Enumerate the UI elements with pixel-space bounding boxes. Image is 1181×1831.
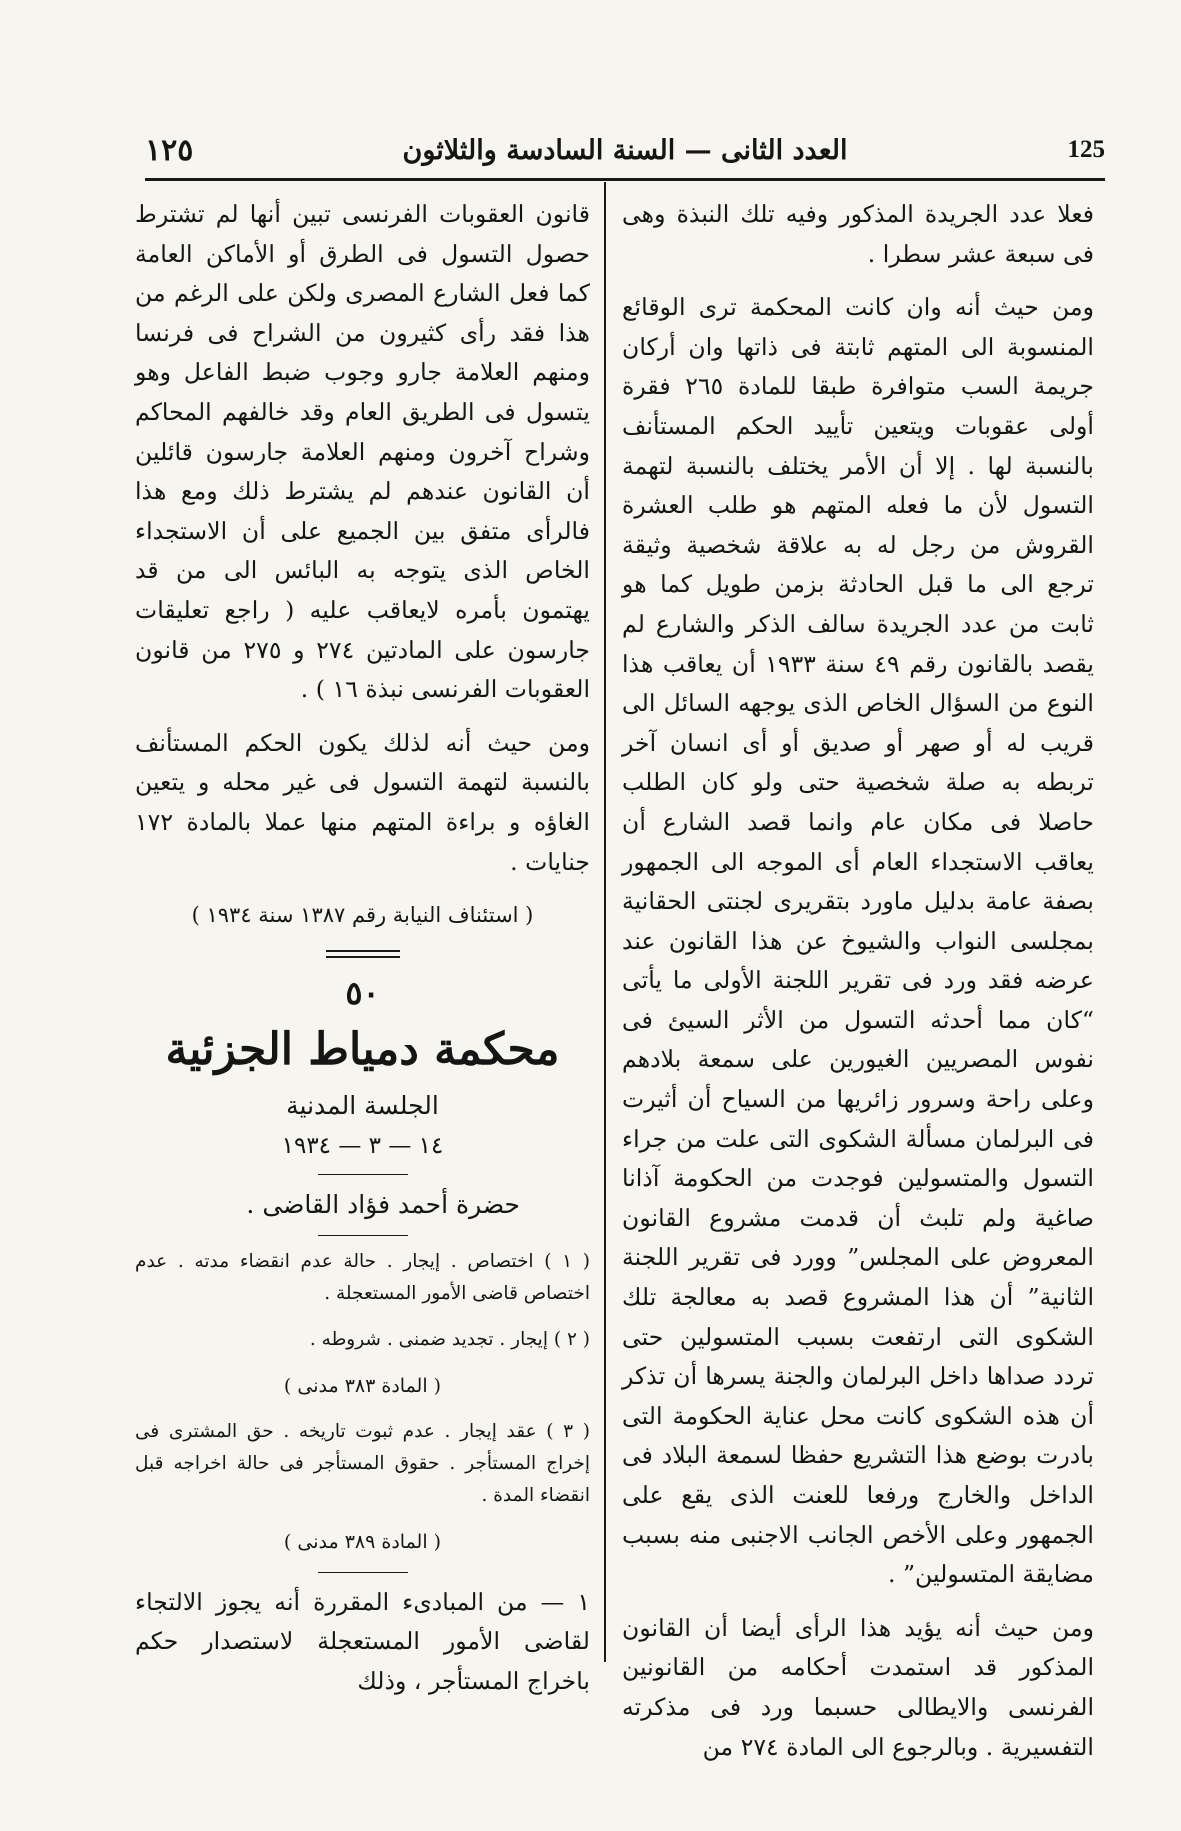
left-paragraph-2: ومن حيث أنه لذلك يكون الحكم المستأنف بالنسبة لتهمة التسول فى غير محله و يتعين الغاؤه و براءة المتهم منها عملا بالمادة ١٧٢ جنايات .: [135, 728, 590, 876]
rule-3: [318, 1572, 408, 1573]
court-name: محكمة دمياط الجزئية: [165, 1023, 560, 1075]
page-header: [145, 128, 1105, 172]
headnote-1: ( ١ ) اختصاص . إيجار . حالة عدم انقضاء مدته . عدم اختصاص قاضى الأمور المستعجلة .: [135, 1250, 590, 1304]
left-column: [135, 195, 590, 1715]
right-column: [622, 195, 1094, 1781]
issue-title: العدد الثانى — السنة السادسة والثلاثون: [402, 134, 848, 166]
header-rule: [145, 178, 1105, 181]
right-paragraph-2: ومن حيث أنه وان كانت المحكمة ترى الوقائع المنسوبة الى المتهم ثابتة فى ذاتها وان أركان جريمة السب متوافرة طبقا للمادة ٢٦٥ فقرة أولى عقوبات ويتعين تأييد الحكم المستأنف بالنسبة لها . إلا أن الأمر يختلف بالنسبة لتهمة التسول لأن ما فعله المتهم هو طلب العشرة القروش من رجل له به علاقة شخصية وثيقة ترجع الى ما قبل الحادثة بزمن طويل كما هو ثابت من عدد الجريدة سالف الذكر والشارع لم يقصد بالقانون رقم ٤٩ سنة ١٩٣٣ أن يعاقب هذا النوع من السؤال الخاص الذى يوجهه السائل الى قريب له أو صهر أو صديق أو أى انسان آخر تربطه به صلة شخصية حتى ولو كان الطلب حاصلا فى مكان عام وانما قصد الشارع أن يعاقب الاستجداء العام أى الموجه الى الجمهور بصفة عامة بدليل ماورد بتقريرى لجنتى الحقانية بمجلسى النواب والشيوخ عن هذا القانون عند عرضه فقد ورد فى تقرير اللجنة الأولى ما يأتى “كان مما أحدثه التسول من الأثر السيئ فى نفوس المصريين الغيورين على سمعة بلادهم وعلى راحة وسرور زائريها من السياح أن أثيرت فى البرلمان مسألة الشكوى التى علت من جراء التسول والمتسولين فوجدت من الحكومة آذانا صاغية ولم تلبث أن قدمت مشروع القانون المعروض على المجلس” وورد فى تقرير اللجنة الثانية” أن هذا المشروع قصد به معالجة تلك الشكوى التى ارتفعت بسبب المتسولين حتى تردد صداها داخل البرلمان والجنة يسرها أن تذكر أن هذه الشكوى كانت محل عناية الحكومة التى بادرت بوضع هذا التشريع حفظا لسمعة البلاد فى الداخل والخارج ورفعا للعنت الذى يقع على الجمهور وعلى الأخص الجانب الاجنبى منه بسبب مضايقة المتسولين” .: [622, 293, 1095, 1589]
right-paragraph-1: فعلا عدد الجريدة المذكور وفيه تلك النبذة وهى فى سبعة عشر سطرا .: [622, 200, 1094, 268]
headnote-2: ( ٢ ) إيجار . تجديد ضمنى . شروطه .: [309, 1328, 590, 1350]
page-number-latin: 125: [1067, 136, 1105, 163]
session-date: ١٤ — ٣ — ١٩٣٤: [281, 1132, 444, 1159]
session-label: الجلسة المدنية: [286, 1090, 439, 1120]
rule-2: [318, 1235, 408, 1236]
right-paragraph-3: ومن حيث أنه يؤيد هذا الرأى أيضا أن القانون المذكور قد استمدت أحكامه من القانونين الفرنسى والايطالى حسبما ورد فى مذكرته التفسيرية . وبالرجوع الى المادة ٢٧٤ من: [622, 1613, 1094, 1761]
left-paragraph-1: قانون العقوبات الفرنسى تبين أنها لم تشترط حصول التسول فى الطرق أو الأماكن العامة كما فعل الشارع المصرى ولكن على الرغم من هذا فقد رأى كثيرون من الشراح فى فرنسا ومنهم العلامة جارو وجوب ضبط الفاعل وهو يتسول فى الطريق العام وقد خالفهم المحاكم وشراح آخرون ومنهم العلامة جارسون قائلين أن القانون عندهم لم يشترط ذلك ومع هذا فالرأى متفق بين الجميع على أن الاستجداء الخاص الذى يتوجه به البائس الى من قد يهتمون بأمره لايعاقب عليه ( راجع تعليقات جارسون على المادتين ٢٧٤ و ٢٧٥ من قانون العقوبات الفرنسى نبذة ١٦ ) .: [135, 200, 591, 704]
page-number-arabic: ١٢٥: [145, 132, 194, 168]
column-divider: [604, 182, 606, 1662]
article-ref-2: ( المادة ٣٨٩ مدنى ): [283, 1530, 442, 1553]
headnote-3: ( ٣ ) عقد إيجار . عدم ثبوت تاريخه . حق المشترى فى إخراج المستأجر . حقوق المستأجر فى حالة اخراجه قبل انقضاء المدة .: [135, 1420, 590, 1506]
article-ref-1: ( المادة ٣٨٣ مدنى ): [283, 1374, 442, 1397]
judge-name: حضرة أحمد فؤاد القاضى .: [246, 1189, 520, 1219]
rule-1: [318, 1174, 408, 1175]
section-double-rule: [326, 950, 400, 958]
appeal-reference: ( استئناف النيابة رقم ١٣٨٧ سنة ١٩٣٤ ): [191, 903, 534, 928]
case-number: ٥٠: [345, 973, 380, 1012]
left-paragraph-3: ١ — من المبادىء المقررة أنه يجوز الالتجاء لقاضى الأمور المستعجلة لاستصدار حكم باخراج المستأجر ، وذلك: [135, 1587, 590, 1695]
